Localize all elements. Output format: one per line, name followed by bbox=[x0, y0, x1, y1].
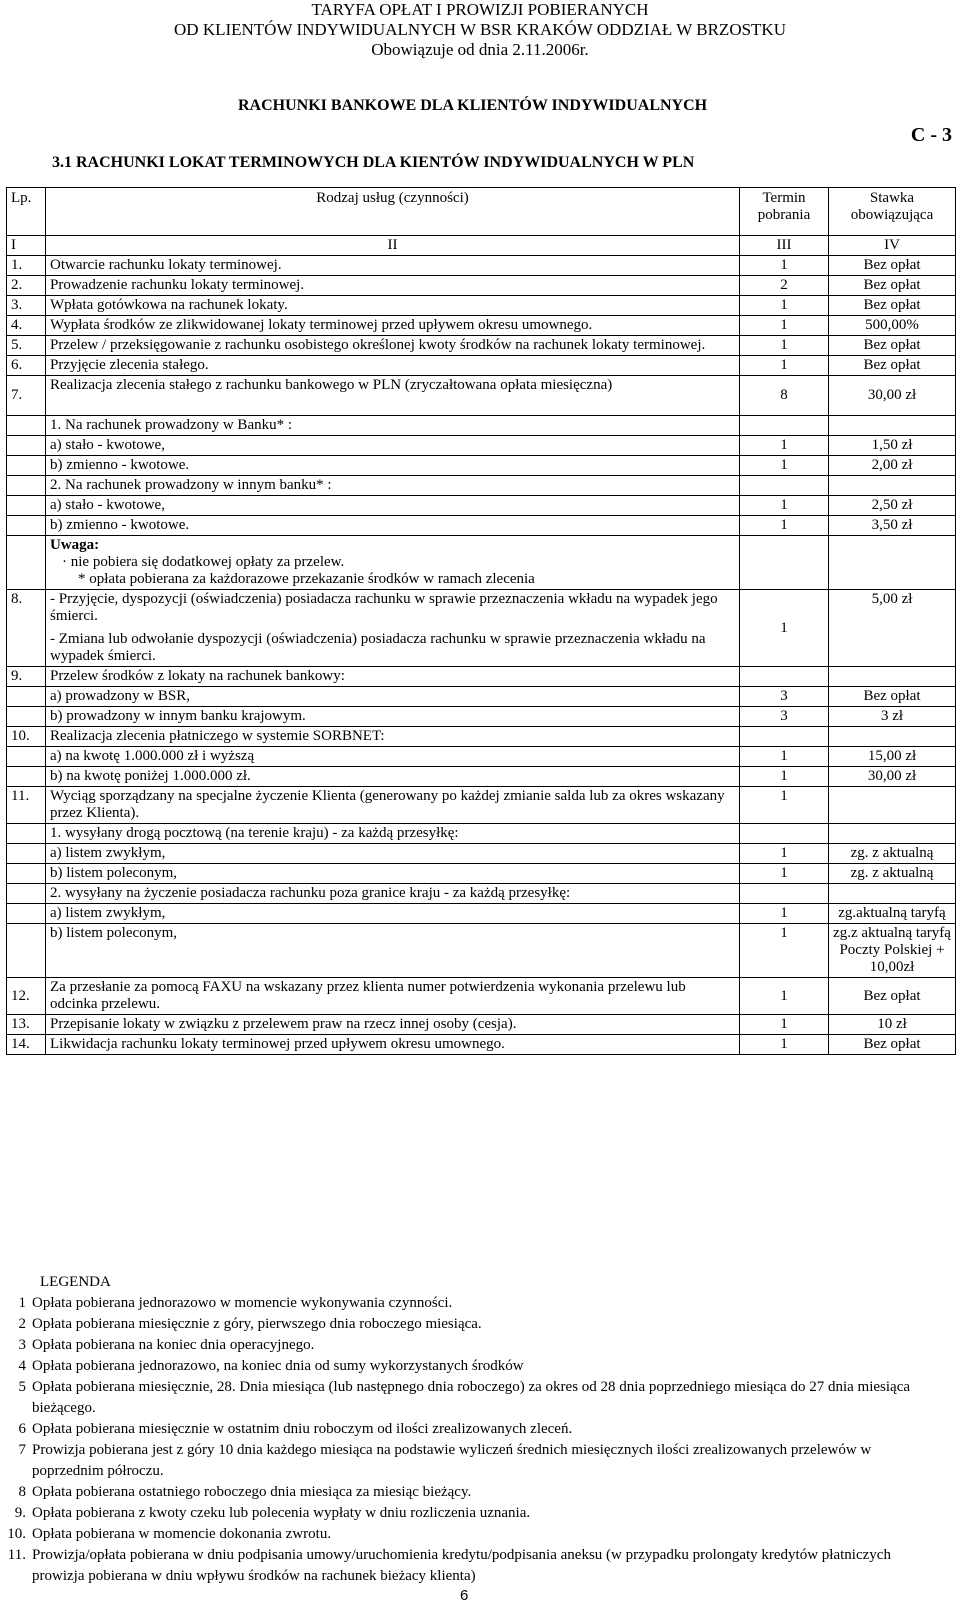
r9-lp: 9. bbox=[7, 667, 46, 687]
r7-sub-term: 1 bbox=[740, 496, 829, 516]
r9-text: Przelew środków z lokaty na rachunek bankowy: bbox=[46, 667, 740, 687]
r7-sub-text: 1. Na rachunek prowadzony w Banku* : bbox=[46, 416, 740, 436]
row-rate: 30,00 zł bbox=[829, 376, 956, 416]
header-line-3: Obowiązuje od dnia 2.11.2006r. bbox=[371, 40, 589, 59]
r11-s2b-text: b) listem poleconym, bbox=[46, 924, 740, 978]
r7-sub-term bbox=[740, 476, 829, 496]
header-line-1: TARYFA OPŁAT I PROWIZJI POBIERANYCH bbox=[311, 0, 649, 19]
r9b-rate: 3 zł bbox=[829, 707, 956, 727]
table-row bbox=[7, 376, 956, 416]
legend-item bbox=[7, 1524, 922, 1545]
r14-lp: 14. bbox=[7, 1035, 46, 1055]
r13-term: 1 bbox=[740, 1015, 829, 1035]
r11-lp: 11. bbox=[7, 787, 46, 824]
legend-number: 8 bbox=[18, 1484, 26, 1500]
legend-item bbox=[18, 1377, 922, 1419]
r11-s1b-rate: zg. z aktualną bbox=[829, 864, 956, 884]
row-lp: 3. bbox=[7, 296, 46, 316]
legend-item bbox=[18, 1293, 922, 1314]
row-rate: Bez opłat bbox=[829, 276, 956, 296]
r7-subrows bbox=[7, 416, 956, 536]
r10-text: Realizacja zlecenia płatniczego w systemie SORBNET: bbox=[46, 727, 740, 747]
table-row bbox=[7, 256, 956, 276]
row-lp: 4. bbox=[7, 316, 46, 336]
r10a-text: a) na kwotę 1.000.000 zł i wyższą bbox=[46, 747, 740, 767]
row-term: 2 bbox=[740, 276, 829, 296]
r7-sub-rate bbox=[829, 416, 956, 436]
r11-s2a-text: a) listem zwykłym, bbox=[46, 904, 740, 924]
row-13 bbox=[7, 1015, 956, 1035]
r7-sub-term: 1 bbox=[740, 516, 829, 536]
r14-text: Likwidacja rachunku lokaty terminowej przed upływem okresu umownego. bbox=[46, 1035, 740, 1055]
legend bbox=[7, 1272, 922, 1587]
r10a-term: 1 bbox=[740, 747, 829, 767]
roman-1: I bbox=[7, 236, 46, 256]
r7-note-label: Uwaga: bbox=[50, 537, 100, 553]
r7-note-row bbox=[7, 536, 956, 590]
main-rows bbox=[7, 256, 956, 416]
page-number: 6 bbox=[460, 1587, 469, 1604]
r11-s1b-term: 1 bbox=[740, 864, 829, 884]
r8-term: 1 bbox=[740, 590, 829, 667]
r7-subrow bbox=[7, 456, 956, 476]
r7-sub-rate: 2,00 zł bbox=[829, 456, 956, 476]
legend-text: Opłata pobierana jednorazowo w momencie wykonywania czynności. bbox=[32, 1295, 453, 1311]
legend-number: 3 bbox=[18, 1337, 26, 1353]
table-row bbox=[7, 316, 956, 336]
r9b-term: 3 bbox=[740, 707, 829, 727]
legend-number: 4 bbox=[18, 1358, 26, 1374]
table-row bbox=[7, 276, 956, 296]
legend-item bbox=[18, 1419, 922, 1440]
legend-item bbox=[18, 1335, 922, 1356]
row-term: 1 bbox=[740, 256, 829, 276]
r7-sub-rate: 1,50 zł bbox=[829, 436, 956, 456]
row-11-s1a bbox=[7, 844, 956, 864]
r7-sub-text: b) zmienno - kwotowe. bbox=[46, 456, 740, 476]
r7-subrow bbox=[7, 516, 956, 536]
r7-sub-text: 2. Na rachunek prowadzony w innym banku* : bbox=[46, 476, 740, 496]
r7-sub-term: 1 bbox=[740, 456, 829, 476]
row-rate: Bez opłat bbox=[829, 256, 956, 276]
legend-items bbox=[7, 1293, 922, 1587]
row-lp: 1. bbox=[7, 256, 46, 276]
legend-text: Opłata pobierana jednorazowo, na koniec dnia od sumy wykorzystanych środków bbox=[32, 1358, 524, 1374]
legend-number: 11. bbox=[7, 1547, 26, 1563]
r11-s1b-text: b) listem poleconym, bbox=[46, 864, 740, 884]
fee-table bbox=[6, 187, 956, 1055]
legend-number: 10. bbox=[7, 1526, 26, 1542]
r9a-text: a) prowadzony w BSR, bbox=[46, 687, 740, 707]
legend-item bbox=[14, 1503, 922, 1524]
row-lp: 5. bbox=[7, 336, 46, 356]
legend-item bbox=[18, 1440, 922, 1482]
legend-number: 1 bbox=[18, 1295, 26, 1311]
legend-text: Opłata pobierana na koniec dnia operacyjnego. bbox=[32, 1337, 315, 1353]
row-11-s1b bbox=[7, 864, 956, 884]
r10b-rate: 30,00 zł bbox=[829, 767, 956, 787]
row-term: 1 bbox=[740, 316, 829, 336]
r11-s1a-rate: zg. z aktualną bbox=[829, 844, 956, 864]
legend-text: Opłata pobierana w momencie dokonania zwrotu. bbox=[32, 1526, 332, 1542]
row-text: Wypłata środków ze zlikwidowanej lokaty terminowej przed upływem okresu umownego. bbox=[46, 316, 740, 336]
row-text: Wpłata gotówkowa na rachunek lokaty. bbox=[46, 296, 740, 316]
row-term: 8 bbox=[740, 376, 829, 416]
subsection-title: 3.1 RACHUNKI LOKAT TERMINOWYCH DLA KIENTÓW INDYWIDUALNYCH W PLN bbox=[52, 154, 695, 171]
r7-subrow bbox=[7, 436, 956, 456]
row-lp: 7. bbox=[7, 376, 46, 416]
row-10b bbox=[7, 767, 956, 787]
row-text: Realizacja zlecenia stałego z rachunku bankowego w PLN (zryczałtowana opłata miesięczna) bbox=[46, 376, 740, 416]
r14-rate: Bez opłat bbox=[829, 1035, 956, 1055]
r7-subrow bbox=[7, 496, 956, 516]
row-text: Przyjęcie zlecenia stałego. bbox=[46, 356, 740, 376]
r13-text: Przepisanie lokaty w związku z przelewem praw na rzecz innej osoby (cesja). bbox=[46, 1015, 740, 1035]
r7-sub-text: a) stało - kwotowe, bbox=[46, 496, 740, 516]
r10b-term: 1 bbox=[740, 767, 829, 787]
legend-text: Opłata pobierana z kwoty czeku lub polecenia wypłaty w dniu rozliczenia uznania. bbox=[32, 1505, 531, 1521]
legend-number: 5 bbox=[18, 1379, 26, 1395]
section-code: C - 3 bbox=[910, 124, 952, 146]
r13-lp: 13. bbox=[7, 1015, 46, 1035]
r8-text-a: - Przyjęcie, dyspozycji (oświadczenia) posiadacza rachunku w sprawie przeznaczenia wkładu na wypadek jego śmierci. bbox=[50, 591, 718, 624]
r11-s2a-rate: zg.aktualną taryfą bbox=[829, 904, 956, 924]
r10a-rate: 15,00 zł bbox=[829, 747, 956, 767]
legend-text: Opłata pobierana miesięcznie w ostatnim dniu roboczym od ilości zrealizowanych zleceń. bbox=[32, 1421, 573, 1437]
row-14 bbox=[7, 1035, 956, 1055]
r12-text: Za przesłanie za pomocą FAXU na wskazany przez klienta numer potwierdzenia wykonania przelewu lub odcinka przelewu. bbox=[46, 978, 740, 1015]
row-11-s2 bbox=[7, 884, 956, 904]
row-term: 1 bbox=[740, 336, 829, 356]
table-row bbox=[7, 296, 956, 316]
r11-s2a-term: 1 bbox=[740, 904, 829, 924]
roman-3: III bbox=[740, 236, 829, 256]
roman-2: II bbox=[46, 236, 740, 256]
legend-text: Prowizja pobierana jest z góry 10 dnia każdego miesiąca na podstawie wyliczeń średnich miesięcznych ilości zrealizowanych przelewów w poprzednim półroczu. bbox=[32, 1442, 872, 1479]
header-rate: Stawka obowiązująca bbox=[829, 188, 956, 236]
r11-term: 1 bbox=[740, 787, 829, 824]
roman-4: IV bbox=[829, 236, 956, 256]
row-term: 1 bbox=[740, 356, 829, 376]
r7-note-1: · nie pobiera się dodatkowej opłaty za przelew. bbox=[62, 554, 345, 570]
r12-term: 1 bbox=[740, 978, 829, 1015]
r7-subrow bbox=[7, 416, 956, 436]
r11-s2b-rate: zg.z aktualną taryfą Poczty Polskiej + 10,00zł bbox=[829, 924, 956, 978]
header-lp: Lp. bbox=[7, 188, 46, 236]
row-8 bbox=[7, 590, 956, 667]
legend-number: 9. bbox=[14, 1505, 26, 1521]
r12-lp: 12. bbox=[7, 978, 46, 1015]
row-11-s2b bbox=[7, 924, 956, 978]
row-9b bbox=[7, 707, 956, 727]
row-term: 1 bbox=[740, 296, 829, 316]
header-service: Rodzaj usług (czynności) bbox=[46, 188, 740, 236]
legend-text: Prowizja/opłata pobierana w dniu podpisania umowy/uruchomienia kredytu/podpisania aneksu (w przypadku prolongaty kredytów płatniczych prowizja pobierana w dniu wpływu środków na rachunek bieżacy klienta) bbox=[32, 1547, 891, 1584]
r11-s1a-text: a) listem zwykłym, bbox=[46, 844, 740, 864]
header-line-2: OD KLIENTÓW INDYWIDUALNYCH W BSR KRAKÓW ODDZIAŁ W BRZOSTKU bbox=[174, 20, 786, 39]
legend-title: LEGENDA bbox=[40, 1274, 111, 1290]
legend-item bbox=[18, 1314, 922, 1335]
roman-row bbox=[7, 236, 956, 256]
r11-text: Wyciąg sporządzany na specjalne życzenie Klienta (generowany po każdej zmianie salda lub za okres wskazany przez Klienta). bbox=[46, 787, 740, 824]
header-term: Termin pobrania bbox=[740, 188, 829, 236]
r7-sub-term bbox=[740, 416, 829, 436]
r11-s1a-term: 1 bbox=[740, 844, 829, 864]
r7-sub-text: b) zmienno - kwotowe. bbox=[46, 516, 740, 536]
row-text: Prowadzenie rachunku lokaty terminowej. bbox=[46, 276, 740, 296]
table-header-row bbox=[7, 188, 956, 236]
legend-number: 2 bbox=[18, 1316, 26, 1332]
legend-item bbox=[7, 1545, 922, 1587]
row-11-s1 bbox=[7, 824, 956, 844]
r11-s1-text: 1. wysyłany drogą pocztową (na terenie kraju) - za każdą przesyłkę: bbox=[46, 824, 740, 844]
r7-sub-rate: 3,50 zł bbox=[829, 516, 956, 536]
r8-lp: 8. bbox=[7, 590, 46, 667]
r7-subrow bbox=[7, 476, 956, 496]
row-12 bbox=[7, 978, 956, 1015]
r7-sub-rate: 2,50 zł bbox=[829, 496, 956, 516]
legend-text: Opłata pobierana ostatniego roboczego dnia miesiąca za miesiąc bieżący. bbox=[32, 1484, 472, 1500]
r10-lp: 10. bbox=[7, 727, 46, 747]
r12-rate: Bez opłat bbox=[829, 978, 956, 1015]
legend-number: 6 bbox=[18, 1421, 26, 1437]
row-11-s2a bbox=[7, 904, 956, 924]
legend-item bbox=[18, 1482, 922, 1503]
row-lp: 6. bbox=[7, 356, 46, 376]
r13-rate: 10 zł bbox=[829, 1015, 956, 1035]
r8-rate: 5,00 zł bbox=[829, 590, 956, 667]
row-text: Otwarcie rachunku lokaty terminowej. bbox=[46, 256, 740, 276]
row-11 bbox=[7, 787, 956, 824]
row-rate: 500,00% bbox=[829, 316, 956, 336]
row-rate: Bez opłat bbox=[829, 356, 956, 376]
legend-text: Opłata pobierana miesięcznie z góry, pierwszego dnia roboczego miesiąca. bbox=[32, 1316, 482, 1332]
row-9a bbox=[7, 687, 956, 707]
legend-text: Opłata pobierana miesięcznie, 28. Dnia miesiąca (lub następnego dnia roboczego) za okres od 28 dnia poprzedniego miesiąca do 27 dnia miesiąca bieżącego. bbox=[32, 1379, 911, 1416]
section-title: RACHUNKI BANKOWE DLA KLIENTÓW INDYWIDUALNYCH bbox=[238, 97, 708, 114]
row-10 bbox=[7, 727, 956, 747]
table-row bbox=[7, 356, 956, 376]
legend-number: 7 bbox=[18, 1442, 26, 1458]
r11-s2b-term: 1 bbox=[740, 924, 829, 978]
r11-s2-text: 2. wysyłany na życzenie posiadacza rachunku poza granice kraju - za każdą przesyłkę: bbox=[46, 884, 740, 904]
row-rate: Bez opłat bbox=[829, 296, 956, 316]
table-row bbox=[7, 336, 956, 356]
r7-sub-text: a) stało - kwotowe, bbox=[46, 436, 740, 456]
r8-text-b: - Zmiana lub odwołanie dyspozycji (oświadczenia) posiadacza rachunku w sprawie przeznaczenia wkładu na wypadek śmierci. bbox=[50, 631, 706, 664]
row-10a bbox=[7, 747, 956, 767]
r14-term: 1 bbox=[740, 1035, 829, 1055]
r9a-term: 3 bbox=[740, 687, 829, 707]
legend-item bbox=[18, 1356, 922, 1377]
row-9 bbox=[7, 667, 956, 687]
row-lp: 2. bbox=[7, 276, 46, 296]
r7-sub-rate bbox=[829, 476, 956, 496]
r7-sub-term: 1 bbox=[740, 436, 829, 456]
r9b-text: b) prowadzony w innym banku krajowym. bbox=[46, 707, 740, 727]
row-rate: Bez opłat bbox=[829, 336, 956, 356]
r10b-text: b) na kwotę poniżej 1.000.000 zł. bbox=[46, 767, 740, 787]
r7-note-2: * opłata pobierana za każdorazowe przekazanie środków w ramach zlecenia bbox=[78, 571, 535, 587]
row-text: Przelew / przeksięgowanie z rachunku osobistego określonej kwoty środków na rachunek lokaty terminowej. bbox=[46, 336, 740, 356]
r9a-rate: Bez opłat bbox=[829, 687, 956, 707]
